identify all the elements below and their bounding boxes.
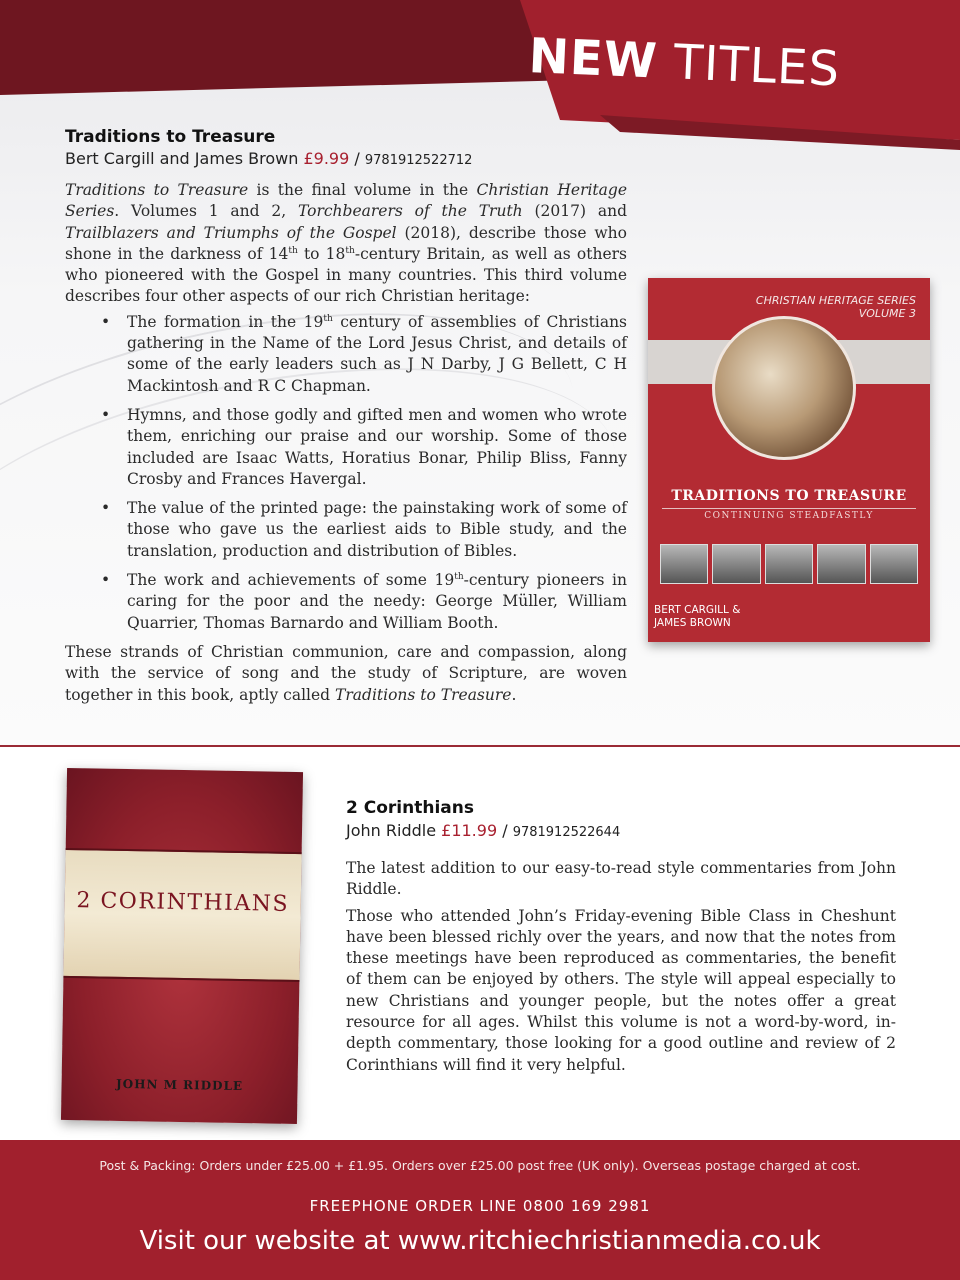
portrait-image <box>817 544 865 584</box>
portrait-image <box>660 544 708 584</box>
portrait-image <box>870 544 918 584</box>
book1-intro <box>65 180 627 308</box>
bullet-text: The value of the printed page: the painstaking work of some of those who gave us the earliest aids to Bible study, and the translation, production and distribution of Bibles. <box>127 499 627 560</box>
heading-bold: NEW <box>528 28 660 90</box>
bullet-text: Hymns, and those godly and gifted men and women who wrote them, enriching our praise and our worship. Some of those included are Isaac Watts, Horatius Bonar, Philip Bliss, Fanny Crosby and Frances Havergal. <box>127 405 627 488</box>
cover-authors <box>654 604 740 630</box>
series-line: CHRISTIAN HERITAGE SERIES <box>755 294 916 307</box>
bullet-text: century of assemblies of Christians gathering in the Name of the Lord Jesus Christ, and details of some of the early leaders such as J N Darby, J G Bellett, C H Mackintosh and R C Chapman. <box>127 312 628 395</box>
book2-description <box>346 858 896 1081</box>
book1-closing <box>65 642 627 706</box>
book1-price: £9.99 <box>303 149 350 168</box>
book2-meta <box>346 821 620 840</box>
list-item <box>65 312 627 397</box>
book2-cover <box>61 768 303 1124</box>
cover-author-line: JAMES BROWN <box>654 617 731 629</box>
bullet-text: The formation in the 19 <box>127 312 324 331</box>
open-book-image <box>712 316 856 460</box>
list-item <box>65 498 627 562</box>
portrait-image <box>712 544 760 584</box>
intro-italic: Torchbearers of the Truth <box>297 202 523 221</box>
intro-text: -century Britain, as well as others who pioneered with the Gospel in many countries. This third volume describes four other aspects of our rich Christian heritage: <box>65 244 627 306</box>
separator: / <box>502 821 508 840</box>
intro-italic: Christian Heritage Series <box>65 181 627 221</box>
book2-isbn: 9781912522644 <box>512 825 621 840</box>
cover-title: TRADITIONS TO TREASURE <box>671 488 907 504</box>
book1-isbn: 9781912522712 <box>364 153 473 168</box>
book2-price: £11.99 <box>441 821 498 840</box>
intro-text: (2018), describe those who shone in the darkness of 14 <box>65 223 627 263</box>
closing-text: . <box>511 685 517 704</box>
footer <box>0 1140 960 1280</box>
cover-author: JOHN M RIDDLE <box>115 1076 244 1094</box>
superscript: th <box>288 245 298 256</box>
superscript: th <box>345 245 355 256</box>
book1-authors: Bert Cargill and James Brown <box>65 149 299 168</box>
book2-title: 2 Corinthians <box>346 798 474 818</box>
book2-author: John Riddle <box>346 821 437 840</box>
book1-meta <box>65 149 472 168</box>
intro-text: . Volumes 1 and 2, <box>114 202 298 221</box>
cover-author-line: BERT CARGILL & <box>654 604 741 616</box>
bullet-text: -century pioneers in caring for the poor and the needy: George Müller, William Quarrier, Thomas Barnardo and William Booth. <box>127 571 627 632</box>
heading-rest: TITLES <box>673 34 842 98</box>
book1-cover <box>648 278 930 642</box>
bullet-list <box>65 312 627 634</box>
closing-italic: Traditions to Treasure <box>335 685 512 704</box>
book2-para: Those who attended John’s Friday-evening Bible Class in Cheshunt have been blessed richly over the years, and now that the notes from these meetings have been reproduced as commentaries, the benefit of them can be enjoyed by others. The style will appeal especially to new Christians and younger people, but the notes offer a great resource for all ages. Whilst this volume is not a word-by-word, in-depth commentary, those looking for a good outline and review of 2 Corinthians will find it very helpful. <box>346 906 896 1074</box>
intro-text: is the final volume in the <box>248 181 477 199</box>
separator: / <box>354 149 360 168</box>
list-item <box>65 570 627 634</box>
portrait-image <box>765 544 813 584</box>
book1-title: Traditions to Treasure <box>65 127 276 147</box>
closing-text: These strands of Christian communion, care and compassion, along with the service of song and the study of Scripture, are woven together in this book, aptly called <box>65 642 627 704</box>
order-phone: FREEPHONE ORDER LINE 0800 169 2981 <box>309 1197 651 1215</box>
website-link[interactable]: Visit our website at www.ritchiechristianmedia.co.uk <box>139 1226 821 1256</box>
list-item <box>65 405 627 490</box>
intro-italic: Trailblazers and Triumphs of the Gospel <box>65 223 397 242</box>
book1-description <box>65 180 627 706</box>
superscript: th <box>454 571 464 582</box>
bullet-text: The work and achievements of some 19 <box>127 571 455 590</box>
intro-italic: Traditions to Treasure <box>65 181 249 199</box>
section-divider <box>0 745 960 747</box>
cover-subtitle: CONTINUING STEADFASTLY <box>662 508 916 521</box>
intro-text: to 18 <box>297 244 346 263</box>
cover-title: 2 CORINTHIANS <box>76 888 290 917</box>
portrait-strip <box>660 544 918 584</box>
book2-para: The latest addition to our easy-to-read style commentaries from John Riddle. <box>346 859 896 899</box>
volume-line: VOLUME 3 <box>858 307 916 320</box>
postage-info: Post & Packing: Orders under £25.00 + £1.95. Orders over £25.00 post free (UK only). Overseas postage charged at cost. <box>99 1158 861 1173</box>
intro-text: (2017) and <box>522 202 627 221</box>
superscript: th <box>323 313 333 324</box>
